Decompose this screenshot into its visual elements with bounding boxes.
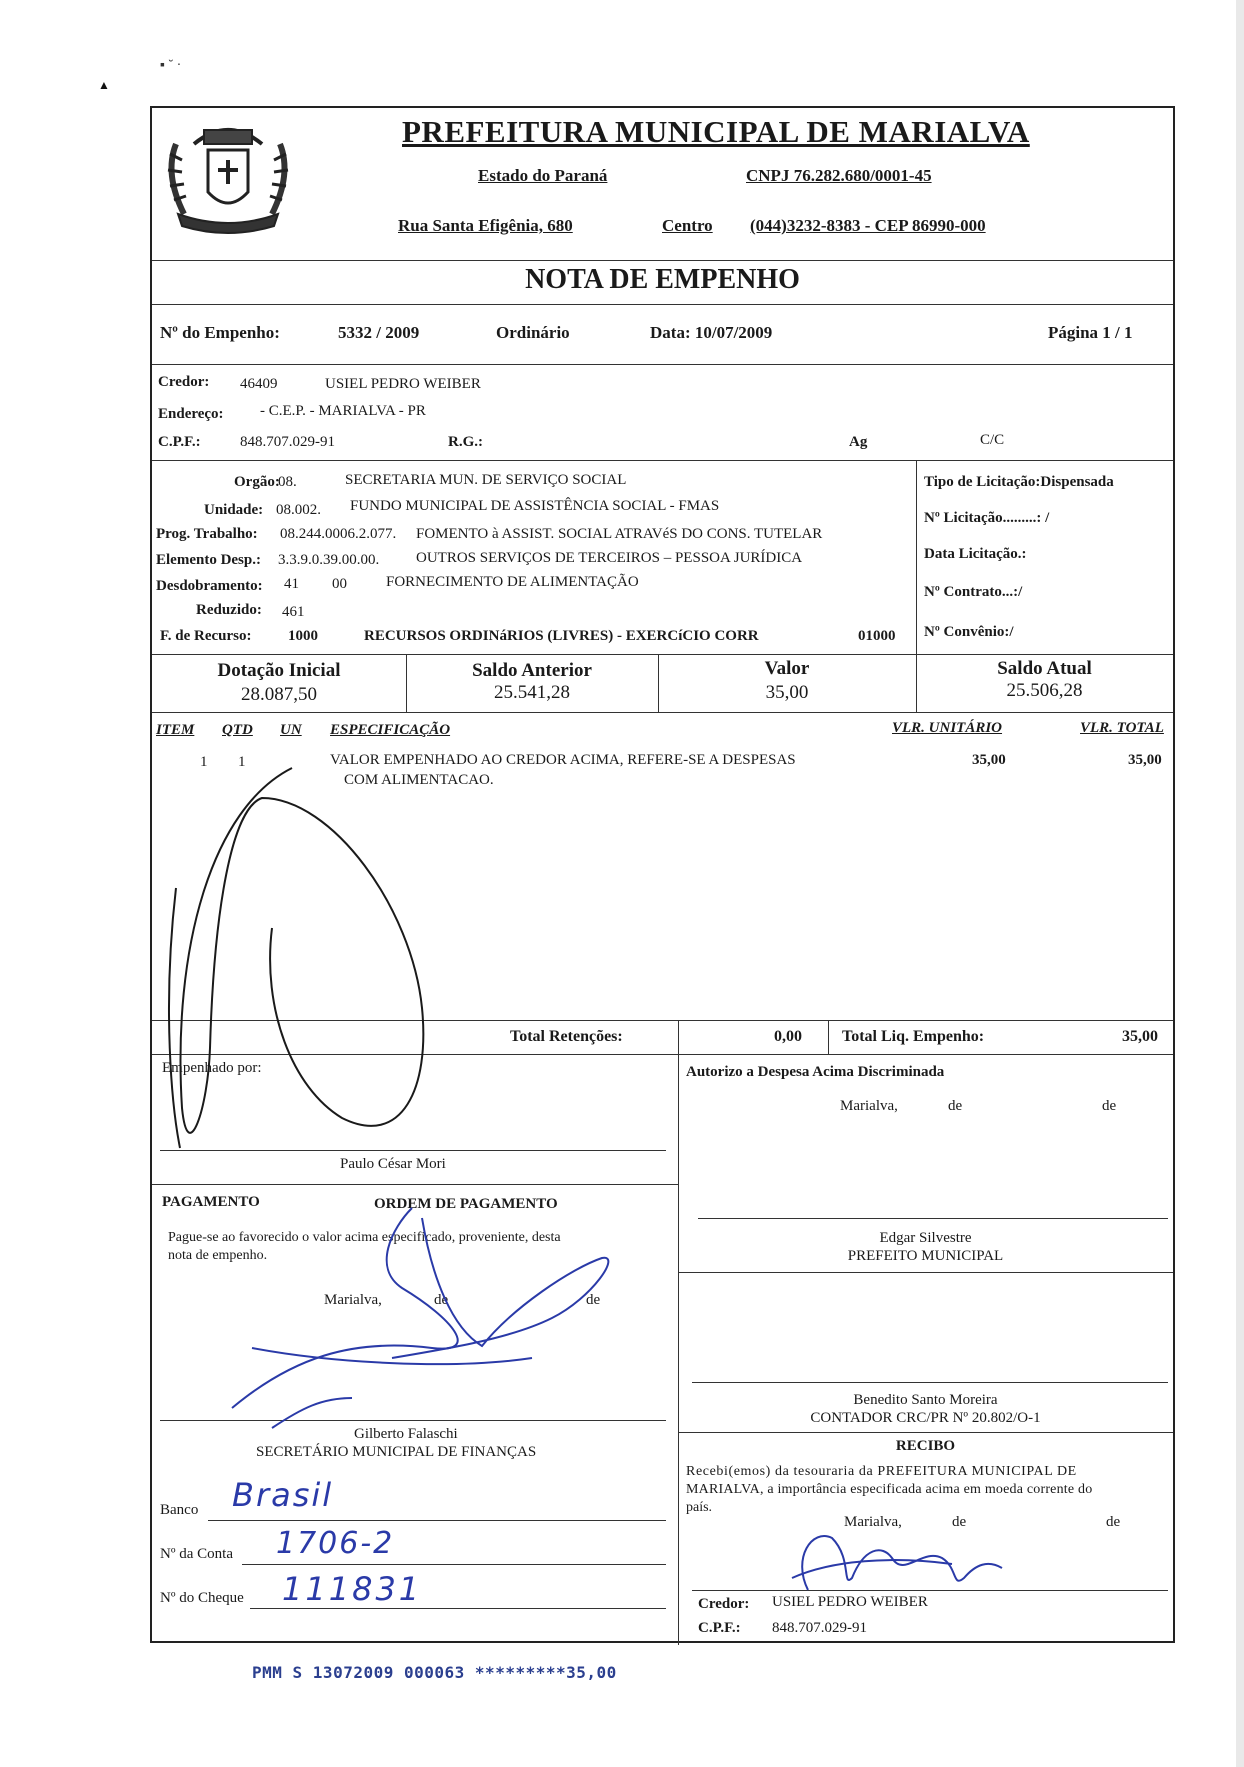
item-unit-value: 35,00: [972, 752, 1006, 768]
signature-line: [692, 1382, 1168, 1383]
divider: [916, 460, 917, 654]
orgao-value: SECRETARIA MUN. DE SERVIÇO SOCIAL: [345, 472, 627, 488]
autorizo-de1: de: [948, 1098, 963, 1114]
prefeito-title: PREFEITO MUNICIPAL: [847, 1248, 1004, 1264]
secretario-title: SECRETÁRIO MUNICIPAL DE FINANÇAS: [256, 1444, 537, 1460]
divider: [152, 1020, 1173, 1021]
divider: [152, 304, 1173, 305]
unidade-value: FUNDO MUNICIPAL DE ASSISTÊNCIA SOCIAL - FMAS: [350, 498, 720, 514]
recibo-credor-name: USIEL PEDRO WEIBER: [772, 1594, 928, 1610]
empenho-number: 5332 / 2009: [338, 323, 420, 342]
col-un: UN: [280, 722, 302, 738]
unidade-label: Unidade:: [204, 502, 264, 518]
empenho-number-label: Nº do Empenho:: [160, 323, 280, 342]
numero-contrato: Nº Contrato...:/: [924, 584, 1023, 600]
signature-line: [692, 1590, 1168, 1591]
credor-label: Credor:: [158, 374, 210, 390]
contador-title: CONTADOR CRC/PR Nº 20.802/O-1: [810, 1410, 1041, 1426]
empenho-type: Ordinário: [496, 323, 570, 342]
cheque-label: Nº do Cheque: [160, 1590, 244, 1606]
desdobramento-code: 41: [284, 576, 299, 592]
endereco-label: Endereço:: [158, 406, 224, 422]
reduzido-value: 461: [282, 604, 305, 620]
credor-code: 46409: [240, 376, 278, 392]
recibo-place: Marialva,: [844, 1514, 902, 1530]
pagamento-text-line2: nota de empenho.: [168, 1248, 268, 1263]
recibo-text-line1: Recebi(emos) da tesouraria da PREFEITURA MUNICIPAL DE: [686, 1464, 1077, 1479]
scan-speck: ▪ ˘ ·: [160, 58, 182, 73]
nota-de-empenho-form: [150, 106, 1175, 1643]
cashier-stamp: PMM S 13072009 000063 *********35,00: [252, 1663, 617, 1682]
orgao-code: 08.: [278, 474, 297, 490]
pagamento-place: Marialva,: [324, 1292, 382, 1308]
divider: [152, 260, 1173, 261]
signature-line: [160, 1420, 666, 1421]
signature-line: [160, 1150, 666, 1151]
pagamento-de1: de: [434, 1292, 449, 1308]
state-label: Estado do Paraná: [478, 166, 608, 185]
cheque-handwritten: 111831: [282, 1570, 423, 1608]
empenho-date: Data: 10/07/2009: [650, 323, 773, 342]
item-description-line1: VALOR EMPENHADO AO CREDOR ACIMA, REFERE-SE A DESPESAS: [330, 752, 796, 768]
signature-line: [698, 1218, 1168, 1219]
scan-speck: ▲: [98, 78, 110, 92]
unidade-code: 08.002.: [276, 502, 321, 518]
elemento-label: Elemento Desp.:: [156, 552, 261, 568]
elemento-code: 3.3.9.0.39.00.00.: [278, 552, 380, 568]
divider: [152, 712, 1173, 713]
recibo-cpf-value: 848.707.029-91: [772, 1620, 867, 1636]
saldo-anterior-value: 25.541,28: [494, 682, 570, 703]
pagamento-de2: de: [586, 1292, 601, 1308]
autorizo-de2: de: [1102, 1098, 1117, 1114]
recibo-credor-label: Credor:: [698, 1596, 750, 1612]
desdobramento-sub: 00: [332, 576, 347, 592]
pagamento-text-line1: Pague-se ao favorecido o valor acima especificado, proveniente, desta: [168, 1230, 561, 1245]
divider: [678, 1054, 679, 1645]
page-indicator: Página 1 / 1: [1048, 323, 1133, 342]
cpf-label: C.P.F.:: [158, 434, 201, 450]
banco-handwritten: Brasil: [232, 1476, 334, 1514]
valor-value: 35,00: [765, 682, 809, 703]
dotacao-label: Dotação Inicial: [217, 660, 341, 681]
divider: [828, 1020, 829, 1054]
coat-of-arms-logo: [156, 114, 301, 239]
divider: [152, 654, 1173, 655]
cc-label: C/C: [980, 432, 1005, 448]
cheque-line: [250, 1608, 666, 1609]
credor-name: USIEL PEDRO WEIBER: [325, 376, 481, 392]
col-item: ITEM: [156, 722, 195, 738]
recurso-code2: 01000: [858, 628, 896, 644]
divider: [152, 460, 1173, 461]
desdobramento-value: FORNECIMENTO DE ALIMENTAÇÃO: [386, 574, 639, 590]
empenhado-por-name: Paulo César Mori: [340, 1156, 446, 1172]
endereco-value: - C.E.P. - MARIALVA - PR: [260, 403, 426, 419]
cnpj-label: CNPJ 76.282.680/0001-45: [746, 166, 932, 185]
district-label: Centro: [662, 216, 713, 235]
conta-line: [242, 1564, 666, 1565]
elemento-value: OUTROS SERVIÇOS DE TERCEIROS – PESSOA JURÍDICA: [416, 550, 803, 566]
autorizo-label: Autorizo a Despesa Acima Discriminada: [686, 1064, 945, 1080]
divider: [152, 1054, 1173, 1055]
banco-label: Banco: [160, 1502, 199, 1518]
divider: [152, 1184, 678, 1185]
recibo-label: RECIBO: [895, 1438, 956, 1454]
saldo-atual-value: 25.506,28: [1006, 680, 1083, 701]
divider: [152, 364, 1173, 365]
recibo-de2: de: [1106, 1514, 1121, 1530]
valor-label: Valor: [764, 658, 810, 679]
rg-label: R.G.:: [448, 434, 483, 450]
prefeito-name: Edgar Silvestre: [879, 1230, 972, 1246]
orgao-label: Orgão:: [234, 474, 280, 490]
divider: [678, 1272, 1173, 1273]
ag-label: Ag: [849, 434, 868, 450]
item-number: 1: [200, 754, 208, 770]
prog-trabalho-value: FOMENTO à ASSIST. SOCIAL ATRAVéS DO CONS. TUTELAR: [416, 526, 823, 542]
recurso-code: 1000: [288, 628, 318, 644]
recurso-label: F. de Recurso:: [160, 628, 252, 644]
banco-line: [208, 1520, 666, 1521]
ordem-pagamento-label: ORDEM DE PAGAMENTO: [374, 1196, 558, 1212]
recibo-text-line3: país.: [686, 1500, 713, 1515]
pagamento-label: PAGAMENTO: [162, 1194, 260, 1210]
divider: [678, 1020, 679, 1054]
prog-trabalho-code: 08.244.0006.2.077.: [280, 526, 397, 542]
document-title: NOTA DE EMPENHO: [525, 264, 800, 295]
tipo-licitacao: Tipo de Licitação:Dispensada: [924, 474, 1114, 490]
total-liquido-value: 35,00: [1122, 1028, 1158, 1045]
recibo-cpf-label: C.P.F.:: [698, 1620, 741, 1636]
cpf-value: 848.707.029-91: [240, 434, 335, 450]
col-vlr-total: VLR. TOTAL: [1080, 720, 1164, 736]
reduzido-label: Reduzido:: [196, 602, 262, 618]
conta-handwritten: 1706-2: [276, 1526, 395, 1561]
recurso-value: RECURSOS ORDINáRIOS (LIVRES) - EXERCíCIO CORR: [364, 628, 759, 644]
col-vlr-unitario: VLR. UNITÁRIO: [892, 720, 1003, 736]
recibo-de1: de: [952, 1514, 967, 1530]
autorizo-place: Marialva,: [840, 1098, 898, 1114]
desdobramento-label: Desdobramento:: [156, 578, 263, 594]
empenhado-por-label: Empenhado por:: [162, 1060, 262, 1076]
saldo-atual-label: Saldo Atual: [997, 658, 1092, 679]
total-liquido-label: Total Liq. Empenho:: [842, 1028, 985, 1045]
item-qtd: 1: [238, 754, 246, 770]
saldo-anterior-label: Saldo Anterior: [472, 660, 592, 681]
item-total-value: 35,00: [1128, 752, 1162, 768]
recibo-text-line2: MARIALVA, a importância especificada acima em moeda corrente do: [686, 1482, 1093, 1497]
municipality-title: PREFEITURA MUNICIPAL DE MARIALVA: [402, 114, 1030, 149]
conta-label: Nº da Conta: [160, 1546, 233, 1562]
col-especificacao: ESPECIFICAÇÃO: [330, 722, 451, 738]
item-description-line2: COM ALIMENTACAO.: [344, 772, 494, 788]
phone-cep-label: (044)3232-8383 - CEP 86990-000: [750, 216, 986, 235]
contador-name: Benedito Santo Moreira: [853, 1392, 998, 1408]
prog-trabalho-label: Prog. Trabalho:: [156, 526, 258, 542]
scan-edge: [1236, 0, 1244, 1767]
numero-convenio: Nº Convênio:/: [924, 624, 1014, 640]
data-licitacao: Data Licitação.:: [924, 546, 1027, 562]
divider: [678, 1432, 1173, 1433]
dotacao-value: 28.087,50: [241, 684, 317, 705]
retencoes-value: 0,00: [774, 1028, 802, 1045]
retencoes-label: Total Retenções:: [510, 1028, 623, 1045]
secretario-name: Gilberto Falaschi: [354, 1426, 458, 1442]
numero-licitacao: Nº Licitação.........: /: [924, 510, 1050, 526]
col-qtd: QTD: [222, 722, 253, 738]
address-label: Rua Santa Efigênia, 680: [398, 216, 573, 235]
